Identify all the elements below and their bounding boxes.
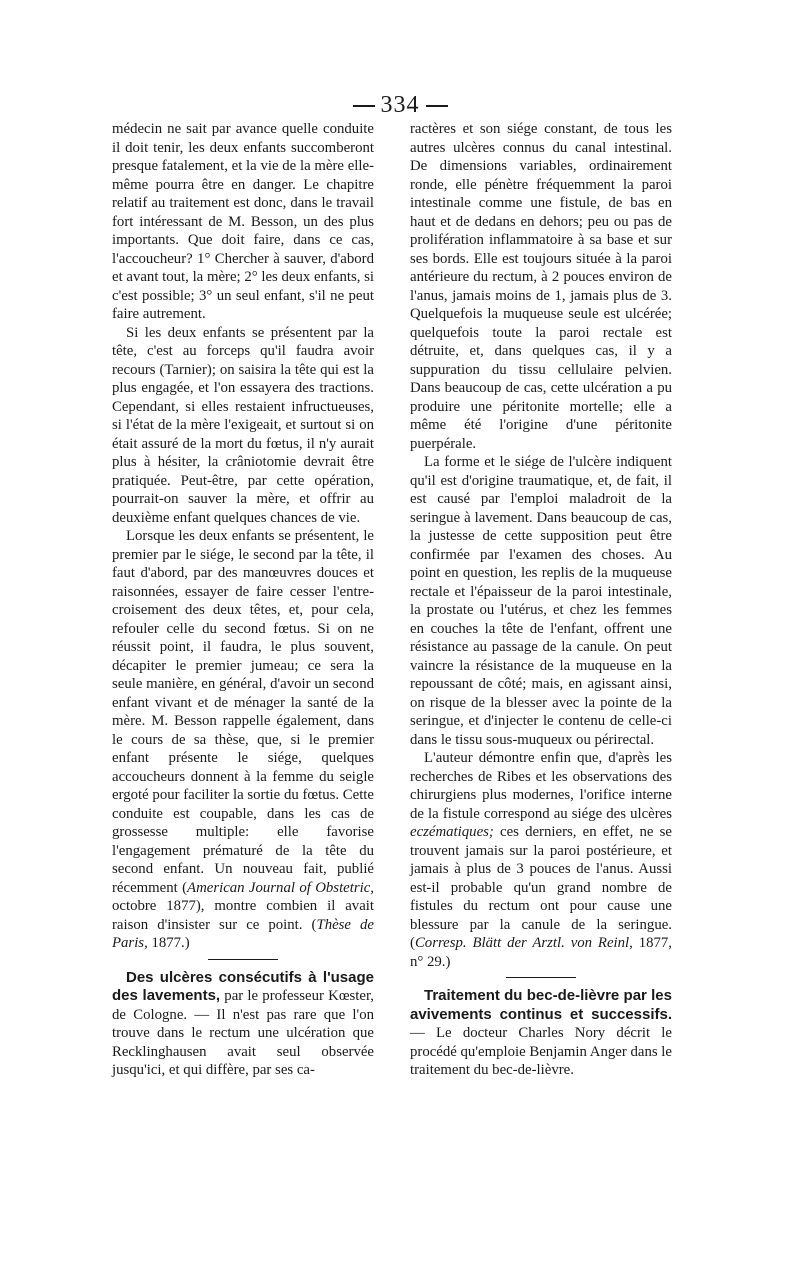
section-divider <box>506 977 576 978</box>
emphasis: eczématiques; <box>410 824 494 840</box>
paragraph: ractères et son siége constant, de tous les autres ulcères connus du canal intestinal. De dimensions variables, ordinairement ronde, elle pénètre fréquemment la paroi intestinale comme une fistule, de bas en haut et de dedans en dehors; peu ou pas de prolifération inflammatoire à sa base et sur ses bords. Elle est toujours située à la paroi antérieure du rectum, à 2 pouces environ de l'anus, jamais moins de 1, jamais plus de 3. Quelquefois la muqueuse seule est ulcérée; quelquefois toute la paroi rectale est détruite, et, dans quelques cas, il y a suppuration du tissu cellulaire pelvien. Dans beaucoup de cas, cette ulcération a pu produire une péritonite mortelle; elle a même été l'origine d'une péritonite puerpérale. <box>410 121 672 452</box>
right-column <box>410 120 672 1080</box>
paragraph-text: L'auteur démontre enfin que, d'après les recherches de Ribes et les observations des chirurgiens plus modernes, l'orifice interne de la fistule correspond au siége des ulcères <box>410 750 672 822</box>
citation: American Journal of Obstetric, <box>187 879 374 896</box>
dash-right <box>426 105 448 107</box>
paragraph: Si les deux enfants se présentent par la tête, c'est au forceps qu'il faudra avoir recours (Tarnier); on saisira la tête qui est la plus engagée, et l'on essayera des tractions. Cependant, si elles restaient infructueuses, si l'état de la mère l'exigeait, et surtout si on était assuré de la mort du fœtus, il n'y aurait plus à hésiter, la crâniotomie devrait être pratiquée. Peut-être, par cette opération, pourrait-on sauver la mère, et offrir au deuxième enfant quelques chances de vie. <box>112 324 374 526</box>
paragraph-text: 1877.) <box>147 935 190 951</box>
paragraph-text: 1877, n° 29.) <box>410 935 672 970</box>
paragraph-text: Lorsque les deux enfants se présentent, le premier par le siége, le second par la tête, il faut d'abord, par des manœuvres douces et raisonnées, essayer de faire cesser l'entre-croisement des deux têtes, et, pour cela, refouler celle du second fœtus. Si on ne réussit point, il faudra, le plus souvent, décapiter le premier jumeau; ce sera la seule manière, en général, d'avoir un second enfant vivant et de ménager la santé de la mère. M. Besson rappelle également, dans le cours de sa thèse, que, si le premier enfant présente le siége, quelques accoucheurs donnent à la femme du seigle ergoté pour faciliter la sortie du fœtus. Cette conduite est coupable, dans les cas de grossesse multiple: elle favorise l'engagement prématuré de la tête du second enfant. Un nouveau fait, publié récemment ( <box>112 528 374 896</box>
section-title-text: Des ulcères consécutifs à l'usage des lavements, <box>112 968 374 1004</box>
section-body-text: par le professeur Kœster, de Cologne. — Il n'est pas rare que l'on trouve dans le rectum une ulcération que Recklinghausen avait seul observée jusqu'ici, et qui diffère, par ses ca- <box>112 988 374 1078</box>
paragraph: La forme et le siége de l'ulcère indiquent qu'il est d'origine traumatique, et, de fait, il est causé par l'emploi maladroit de la seringue à lavement. Dans beaucoup de cas, la justesse de cette supposition peut être confirmée par l'examen des choses. Au point en question, les replis de la muqueuse rectale et l'épaisseur de la paroi intestinale, la prostate ou l'utérus, et chez les femmes en couches la tête de l'enfant, offrent une résistance au passage de la canule. On peut vaincre la résistance de la muqueuse en la repoussant de côté; mais, en agissant ainsi, on risque de la blesser avec la pointe de la seringue, et d'injecter le contenu de celle-ci dans le tissu sous-muqueux ou périrectal. <box>410 454 672 748</box>
section-title-text: Traitement du bec-de-lièvre par les avivements continus et successifs. <box>410 987 672 1023</box>
page-number <box>0 92 800 119</box>
section-body-text: — Le docteur Charles Nory décrit le procédé qu'emploie Benjamin Anger dans le traitement du bec-de-lièvre. <box>410 1025 672 1078</box>
paragraph: médecin ne sait par avance quelle conduite il doit tenir, les deux enfants succomberont presque fatalement, et la vie de la mère elle-même pourra être en danger. Le chapitre relatif au traitement est donc, dans le travail fort intéressant de M. Besson, un des plus importants. Que doit faire, dans ce cas, l'accoucheur? 1° Chercher à sauver, d'abord et avant tout, la mère; 2° les deux enfants, si c'est possible; 3° un seul enfant, s'il ne peut faire autrement. <box>112 121 374 322</box>
section-heading-bec-de-lievre <box>410 987 672 1080</box>
left-column <box>112 120 374 1080</box>
paragraph-text: ces derniers, en effet, ne se trouvent jamais sur la paroi postérieure, et jamais à plus de 3 pouces de l'anus. Aussi est-il probable qu'un grand nombre de fistules du rectum ont pour cause une blessure par la canule de la seringue. ( <box>410 824 672 951</box>
dash-left <box>353 105 375 107</box>
section-heading-ulceres <box>112 969 374 1080</box>
citation: Corresp. Blätt der Arztl. von Reinl, <box>414 935 633 951</box>
citation: Thèse de Paris, <box>112 916 375 951</box>
paragraph-text: octobre 1877), montre combien il avait raison d'insister sur ce point. ( <box>112 898 374 933</box>
section-divider <box>208 959 278 960</box>
paragraph <box>112 527 374 953</box>
paragraph <box>410 749 672 971</box>
page-number-value: 334 <box>380 92 420 118</box>
